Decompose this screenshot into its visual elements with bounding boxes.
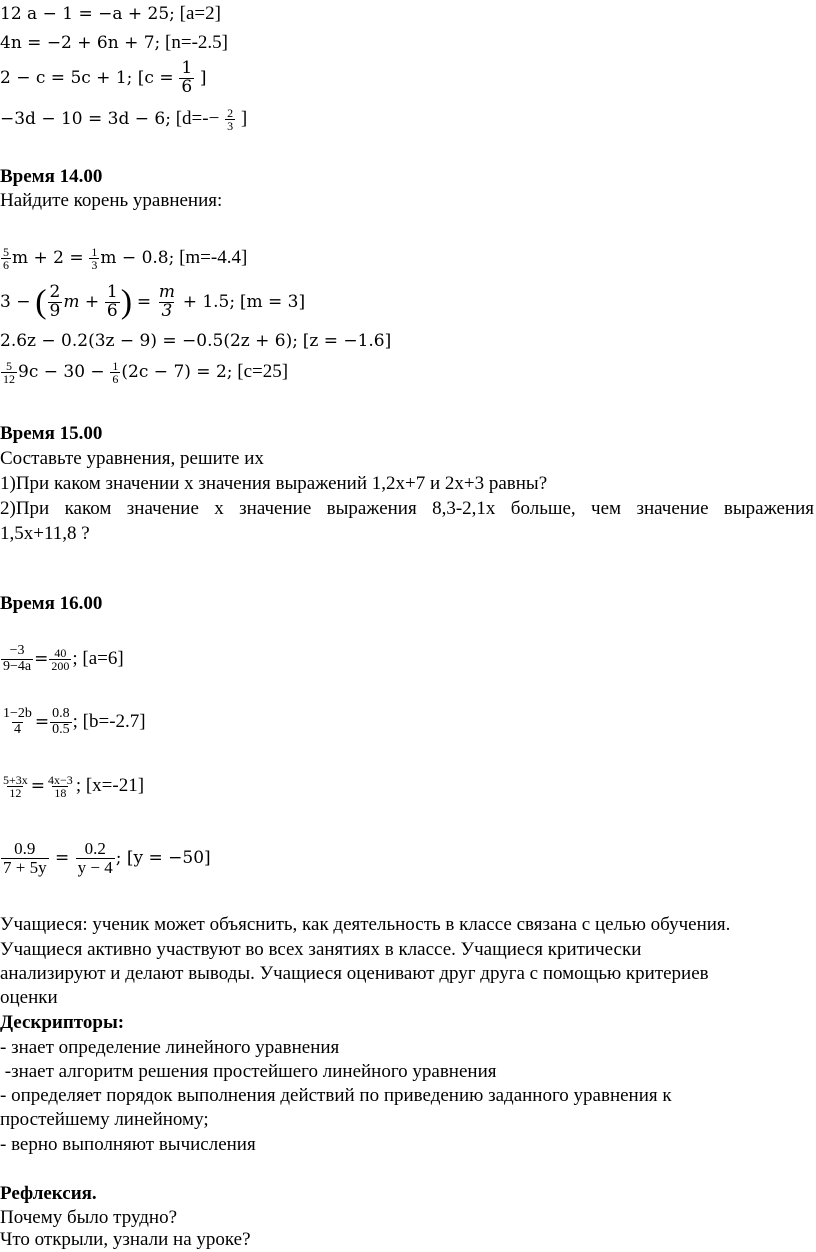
equation-text: 2.6z − 0.2(3z − 9) = −0.5(2z + 6);	[0, 331, 298, 351]
equation-text: (2c − 7) = 2;	[121, 362, 233, 382]
fraction-numerator: 2	[49, 282, 61, 303]
fraction-numerator: 1	[112, 358, 119, 373]
fraction	[76, 840, 115, 877]
s14-equation-4	[0, 352, 288, 392]
fraction	[1, 246, 11, 272]
equation-text: 3 −	[0, 292, 31, 312]
fraction-denominator: 12	[9, 786, 22, 801]
equals-sign: =	[136, 292, 152, 312]
fraction	[89, 246, 99, 272]
fraction	[110, 360, 120, 386]
section-instruction-15: Составьте уравнения, решите их	[0, 448, 264, 469]
fraction-numerator: 0.9	[14, 839, 36, 859]
s16-equation-4: $\frac{0.9}{7 + 5y}$ = $\frac{0.2}{y - 4}$ ; [y = −50]	[3, 839, 211, 878]
equation-answer: [m = 3]	[239, 292, 306, 312]
section-heading-16: Время 16.00	[0, 593, 103, 614]
section-heading-15: Время 15.00	[0, 423, 103, 444]
fraction-numerator: 40	[54, 645, 67, 660]
s16-equation-3: $\frac{5+3x}{12}$ = $\frac{4x-3}{18}$ ; [x=-21]	[3, 772, 145, 801]
intro-equation-3	[0, 56, 207, 100]
fraction-denominator: y − 4	[77, 858, 113, 878]
reflection-question-1: Почему было трудно?	[0, 1207, 178, 1228]
fraction-numerator: 0.2	[84, 839, 106, 859]
fraction-numerator: 5	[3, 244, 9, 259]
fraction-denominator: 9	[49, 301, 61, 322]
fraction	[179, 60, 194, 97]
s16-equation-2: $\frac{1-2b}{4}$ = $\frac{0.8}{0.5}$ ; [b=-2.7]	[3, 706, 146, 738]
equation-text: 12 a − 1 = −a + 25;	[0, 4, 175, 24]
fraction-numerator: 2	[227, 105, 234, 120]
equation-text: m + 2 =	[12, 248, 84, 268]
fraction-denominator: 6	[112, 372, 119, 387]
fraction-denominator: 6	[106, 301, 118, 322]
equation-text: 2 − c = 5c + 1; [c =	[0, 68, 174, 88]
s16-equation-1: $\frac{-3}{9-4a}$ = $\frac{40}{200}$ ; [a=6]	[3, 643, 124, 675]
fraction-denominator: 3	[161, 301, 173, 322]
equation-text: 9c − 30 −	[18, 362, 105, 382]
fraction-denominator: 6	[181, 77, 193, 98]
equation-answer: [n=-2.5]	[165, 32, 228, 53]
fraction-numerator: 1	[106, 282, 118, 303]
equation-answer: [a=2]	[179, 3, 221, 24]
fraction	[105, 284, 120, 321]
equation-text: 4n = −2 + 6n + 7;	[0, 33, 161, 53]
students-text-2: Учащиеся активно участвуют во всех занятиях в классе. Учащиеся критически	[0, 939, 642, 960]
fraction-denominator: 7 + 5y	[3, 858, 47, 878]
fraction-numerator: −3	[9, 643, 25, 659]
descriptor-item: - определяет порядок выполнения действий по приведению заданного уравнения к	[0, 1085, 672, 1106]
fraction	[1, 840, 49, 877]
intro-equation-4	[0, 102, 247, 136]
fraction	[1, 644, 33, 674]
fraction-numerator: 0.8	[52, 706, 70, 722]
fraction	[1, 707, 34, 737]
fraction-numerator: 1	[91, 244, 98, 259]
fraction	[157, 284, 177, 321]
intro-equation-1	[0, 2, 221, 26]
s14-equation-3	[0, 329, 391, 353]
equation-answer: ; [a=6]	[72, 648, 124, 669]
fraction	[1, 360, 17, 386]
fraction-denominator: 3	[91, 258, 98, 273]
fraction-denominator: 6	[3, 258, 9, 273]
fraction	[1, 774, 30, 800]
fraction	[46, 774, 75, 800]
open-paren: (	[35, 283, 47, 321]
fraction-numerator: m	[158, 282, 175, 303]
task-2-line-2: 1,5x+11,8 ?	[0, 523, 90, 544]
fraction-denominator: 9−4a	[3, 659, 32, 675]
equation-text: −3d − 10 = 3d − 6;	[0, 109, 171, 129]
descriptor-item: простейшему линейному;	[0, 1109, 209, 1130]
section-heading-14: Время 14.00	[0, 166, 103, 187]
reflection-question-2: Что открыли, узнали на уроке?	[0, 1229, 251, 1250]
fraction	[48, 284, 63, 321]
equation-answer: ; [b=-2.7]	[72, 711, 146, 732]
fraction-numerator: 1−2b	[3, 706, 32, 722]
descriptor-item: - знает определение линейного уравнения	[0, 1037, 340, 1058]
equation-answer: [c=25]	[237, 361, 289, 382]
section-instruction-14: Найдите корень уравнения:	[0, 190, 223, 211]
s14-equation-2	[0, 278, 305, 326]
students-text-3: анализируют и делают выводы. Учащиеся оценивают друг друга с помощью критериев	[0, 963, 709, 984]
equation-answer: [m=-4.4]	[179, 247, 248, 268]
fraction	[49, 647, 71, 673]
equation-answer: ; [y = −50]	[115, 848, 211, 868]
bracket: ]	[240, 108, 248, 129]
descriptor-item: - верно выполняют вычисления	[0, 1134, 256, 1155]
fraction-denominator: 18	[54, 786, 67, 801]
close-paren: )	[120, 283, 133, 321]
fraction-numerator: 5	[6, 358, 12, 373]
fraction-numerator: 4x−3	[48, 772, 73, 787]
equation-answer: [d=-−	[175, 108, 220, 129]
fraction-denominator: 4	[13, 722, 21, 738]
fraction	[50, 707, 72, 737]
descriptor-item: -знает алгоритм решения простейшего линейного уравнения	[0, 1061, 497, 1082]
equation-text: m − 0.8;	[100, 248, 175, 268]
equation-text: m +	[63, 292, 100, 312]
task-2-line-1: 2)При каком значение x значение выражения 8,3-2,1x больше, чем значение выражения	[0, 498, 814, 519]
fraction-denominator: 3	[227, 119, 234, 134]
fraction	[225, 107, 235, 133]
equation-answer: [z = −1.6]	[302, 331, 392, 351]
equation-answer: ; [x=-21]	[75, 775, 145, 796]
reflection-heading: Рефлексия.	[0, 1183, 97, 1204]
bracket: ]	[199, 68, 207, 88]
descriptors-heading: Дескрипторы:	[0, 1012, 125, 1033]
fraction-numerator: 1	[181, 58, 193, 79]
task-1: 1)При каком значении x значения выражений 1,2x+7 и 2x+3 равны?	[0, 473, 548, 494]
fraction-denominator: 0.5	[52, 722, 70, 738]
s14-equation-1	[0, 238, 247, 278]
equation-text: + 1.5;	[182, 292, 236, 312]
fraction-denominator: 200	[51, 659, 70, 674]
students-text-1: Учащиеся: ученик может объяснить, как деятельность в классе связана с целью обучения.	[0, 914, 731, 935]
fraction-numerator: 5+3x	[3, 772, 28, 787]
students-text-4: оценки	[0, 987, 58, 1008]
intro-equation-2	[0, 31, 228, 55]
fraction-denominator: 12	[3, 372, 15, 387]
